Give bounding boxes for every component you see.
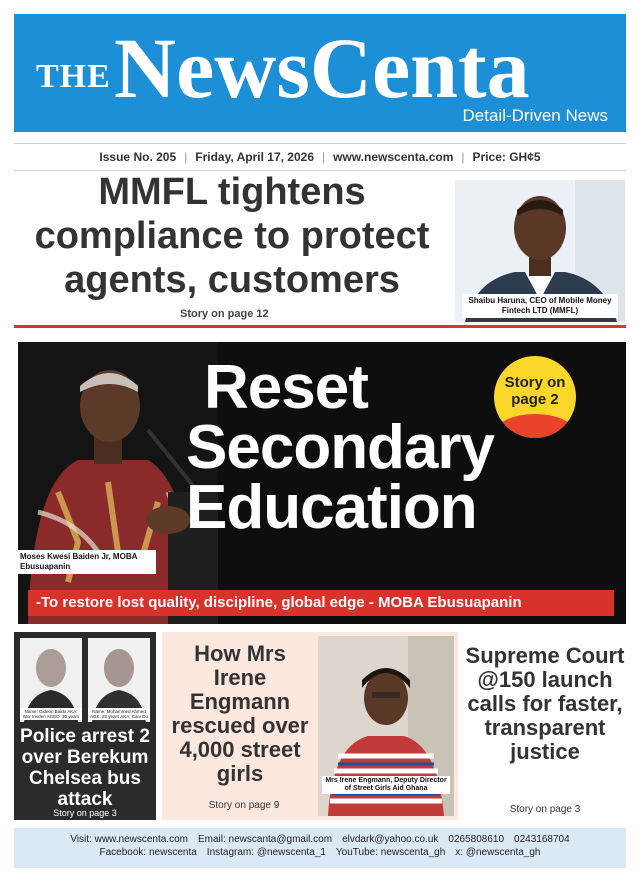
- masthead-the: THE: [36, 58, 111, 95]
- supreme-court-headline[interactable]: Supreme Court @150 launch calls for faster, transparent justice: [465, 643, 625, 764]
- police-story-page-ref: Story on page 3: [53, 808, 117, 818]
- footer-email-2[interactable]: elvdark@yahoo.co.uk: [342, 834, 439, 845]
- website-link[interactable]: www.newscenta.com: [333, 150, 454, 164]
- footer-phone-2: 0243168704: [514, 834, 570, 845]
- lead-story-panel[interactable]: [18, 342, 626, 624]
- footer-row-1: [14, 828, 626, 845]
- suspect-photo-1: [20, 638, 82, 722]
- footer-phone-1: 0265808610: [448, 834, 505, 845]
- engmann-story-panel[interactable]: [162, 632, 458, 820]
- separator: |: [322, 150, 326, 164]
- suspect-photo-2: [88, 638, 150, 722]
- engmann-story-headline[interactable]: How Mrs Irene Engmann rescued over 4,000 street girls: [171, 641, 309, 786]
- speaker-photo-caption: Moses Kwesi Baiden Jr, MOBA Ebusuapanin: [16, 550, 156, 574]
- masthead-logo: NewsCenta: [114, 20, 530, 116]
- police-story-headline[interactable]: Police arrest 2 over Berekum Chelsea bus attack: [20, 726, 150, 810]
- supreme-court-page-ref: Story on page 3: [509, 804, 581, 815]
- separator: |: [461, 150, 465, 164]
- footer-facebook[interactable]: Facebook: newscenta: [99, 847, 197, 858]
- story-on-page-badge: [494, 356, 576, 438]
- engmann-photo-caption: Mrs Irene Engmann, Deputy Director of Street Girls Aid Ghana: [322, 776, 450, 794]
- lead-strapline: -To restore lost quality, discipline, global edge - MOBA Ebusuapanin: [28, 590, 614, 616]
- footer-youtube[interactable]: YouTube: newscenta_gh: [335, 847, 446, 858]
- lead-headline-line3: Education: [186, 473, 477, 542]
- masthead: [14, 14, 626, 132]
- issue-number: Issue No. 205: [99, 150, 177, 164]
- footer-x[interactable]: x: @newscenta_gh: [455, 847, 541, 858]
- separator: |: [184, 150, 188, 164]
- footer-contacts: [14, 828, 626, 868]
- lead-headline-line2: Secondary: [186, 413, 495, 482]
- masthead-tagline: Detail-Driven News: [462, 106, 608, 125]
- issue-info-bar: [14, 146, 626, 168]
- top-story-headline[interactable]: MMFL tightens compliance to protect agents, customers: [34, 171, 430, 301]
- badge-text: Story on page 2: [504, 374, 566, 408]
- footer-email[interactable]: Email: newscanta@gmail.com: [197, 834, 333, 845]
- supreme-court-story-panel[interactable]: [464, 632, 626, 820]
- issue-date: Friday, April 17, 2026: [195, 150, 314, 164]
- ceo-photo-caption: Shaibu Haruna, CEO of Mobile Money Fintech LTD (MMFL): [462, 294, 618, 318]
- top-story-page-ref: Story on page 12: [180, 308, 269, 320]
- suspect-2-caption: Name: Mohammed Ahmed AGE: 25 years AKA: Cani Do: [89, 709, 149, 719]
- badge-red-half: [494, 414, 576, 438]
- police-story-panel[interactable]: [14, 632, 156, 820]
- footer-instagram[interactable]: Instagram: @newscenta_1: [206, 847, 326, 858]
- footer-website[interactable]: Visit: www.newscenta.com: [70, 834, 188, 845]
- price: Price: GH¢5: [472, 150, 541, 164]
- footer-row-2: [14, 845, 626, 858]
- engmann-story-page-ref: Story on page 9: [208, 800, 280, 811]
- lead-headline-line1: Reset: [204, 353, 368, 422]
- suspect-1-caption: Name: Gideon Baido AKA: Wor Insden AGED: 30 years: [20, 708, 82, 720]
- red-divider: [14, 325, 626, 328]
- divider: [14, 143, 626, 144]
